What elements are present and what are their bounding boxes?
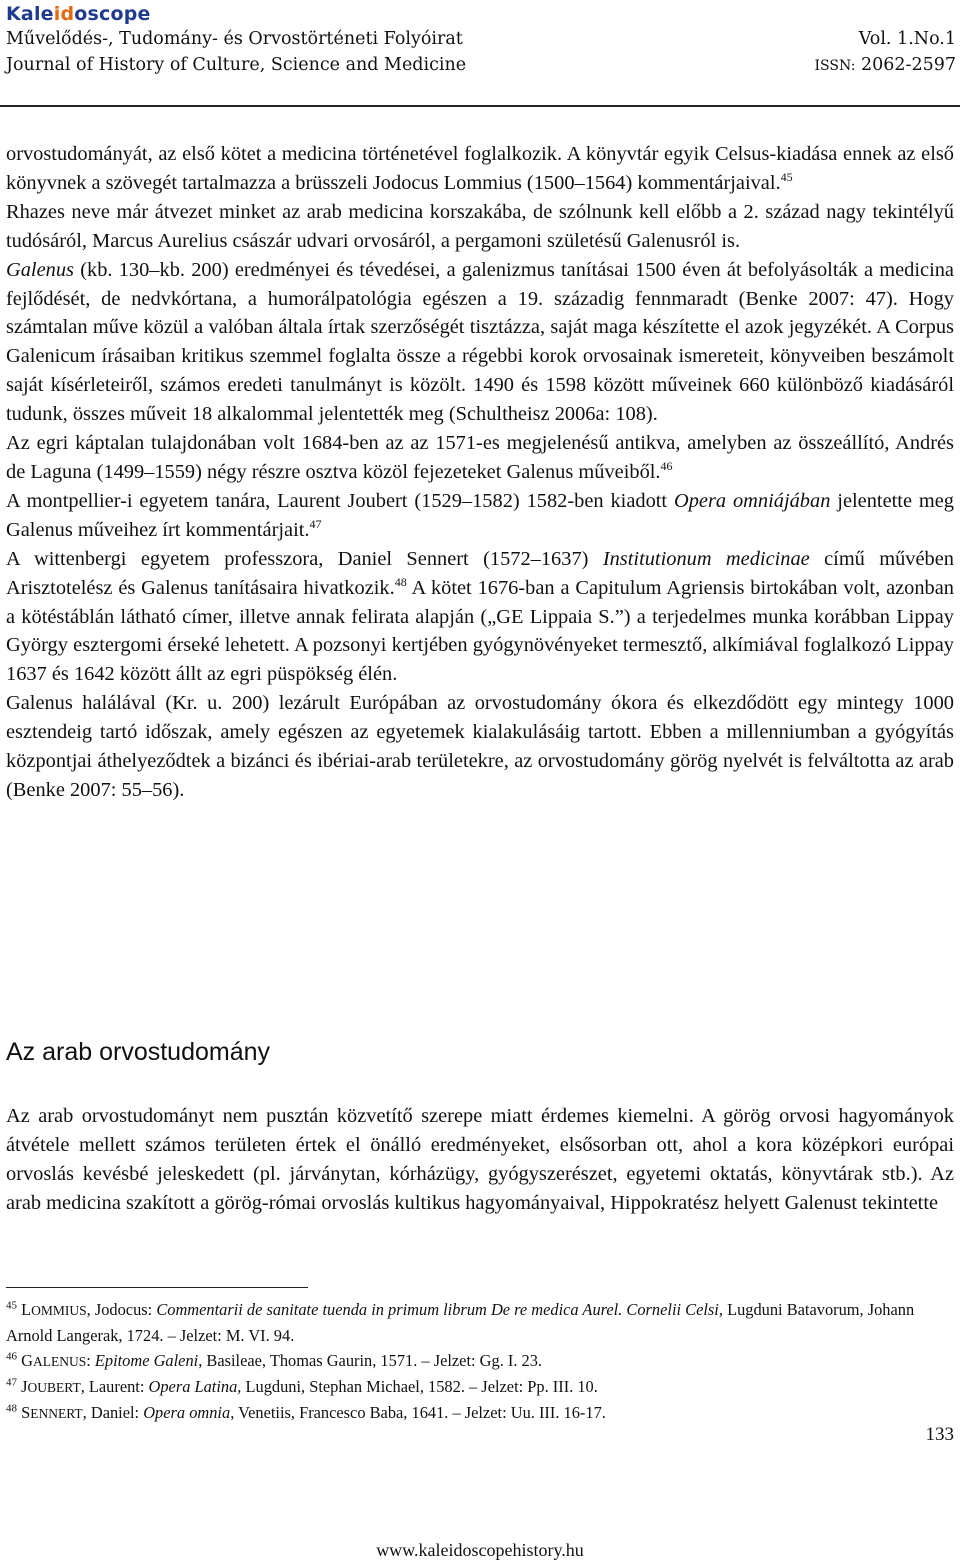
opera-omnia-italic: Opera omniájában [673,489,831,512]
page-number: 133 [925,1424,954,1445]
footnote-47 [6,1374,954,1400]
author-initial: J [21,1377,28,1396]
author-rest: : [86,1351,95,1370]
logo-text-part1: Kale [6,3,54,25]
header-row-2 [6,52,956,79]
footnote-48 [6,1400,954,1426]
issn-label: ISSN: [814,58,856,74]
paragraph-6-text-c: A kötet 1676-ban a Capitulum Agriensis birtokában volt, azonban a kötéstáblán látható címer, illetve annak felirata alapján („GE Lippaia S.”) a terjedelmes munka korábban Lippay György esztergomi érseké lehetett. A pozsonyi kertjében gyógynövényeket termesztő, alkímiával foglalkozó Lippay 1637 és 1642 között állt az egri püspökség élén. [6,576,954,686]
author-initial: L [21,1300,32,1319]
logo-text-part3: oscope [74,3,151,25]
author-initial: G [21,1351,33,1370]
paragraph-6 [6,545,954,690]
citation-rest: , Venetiis, Francesco Baba, 1641. – Jelzet: Uu. III. 16-17. [230,1403,606,1422]
author-rest: , Laurent: [80,1377,149,1396]
paragraph-4 [6,429,954,487]
footnote-number: 46 [6,1350,17,1363]
footnote-divider [6,1287,308,1288]
footnote-ref-46[interactable]: 46 [660,459,673,474]
journal-volume: Vol. 1.No.1 [858,29,956,49]
logo-text-part2: id [53,3,75,25]
journal-header [6,2,956,79]
journal-title-hu: Művelődés-, Tudomány- és Orvostörténeti Folyóirat [6,29,463,49]
paragraph-2: Rhazes neve már átvezet minket az arab medicina korszakába, de szólnunk kell előbb a 2. század nagy tekintélyű tudósáról, Marcus Aurelius császár udvari orvosáról, a pergamoni születésű Galenusról is. [6,200,954,252]
paragraph-8: Az arab orvostudományt nem pusztán közvetítő szerepe miatt érdemes kiemelni. A görög orvosi hagyományok átvétele mellett számos területen értek el önálló eredményeket, elsősorban ott, ahol a kora középkori európai orvoslás kevésbé jeleskedett (pl. járványtan, kórházügy, gyógyszerészet, egyetemi oktatás, könyvtárak stb.). Az arab medicina szakított a görög-római orvoslás kultikus hagyományaival, Hippokratész helyett Galenust tekintette [6,1105,954,1214]
citation-rest: , Basileae, Thomas Gaurin, 1571. – Jelzet: Gg. I. 23. [198,1351,543,1370]
work-title: Commentarii de sanitate tuenda in primum librum De re medica Aurel. Cornelii Celsi, [156,1300,723,1319]
galenus-italic: Galenus [6,258,74,281]
paragraph-3-text: (kb. 130–kb. 200) eredményei és tévedései, a galenizmus tanításai 1500 éven át befolyásolták a medicina fejlődését, de nedvkórtana, a humorálpatológia egészen a 19. századig fennmaradt (Benke 2007: 47). Hogy számtalan műve közül a valóban általa írtak szerzőségét tisztázza, saját maga készítette el azok jegyzékét. A Corpus Galenicum írásaiban kritikus szemmel foglalta össze a régebbi korok orvosainak ismereteit, könyveiben beszámolt saját kísérleteiről, számos eredeti tanulmányt is közölt. 1490 és 1598 között műveinek 660 különböző kiadásáról tudunk, összes műveit 18 alkalommal jelentették meg (Schultheisz 2006a: 108). [6,258,954,426]
author-smallcaps: ALENUS [32,1354,87,1369]
author-smallcaps: OMMIUS [31,1303,87,1318]
journal-logo [6,2,956,26]
header-row-1 [6,26,956,52]
citation-rest: Lugduni, Stephan Michael, 1582. – Jelzet: Pp. III. 10. [241,1377,598,1396]
institutionum-italic: Institutionum medicinae [602,547,810,570]
author-smallcaps: OUBERT [27,1380,81,1395]
footnote-number: 48 [6,1402,17,1415]
footnote-45 [6,1297,954,1348]
paragraph-6-text-b: című művében Arisztotelész és Galenus tanításaira hivatkozik. [6,547,954,599]
article-body [6,140,954,805]
section-heading: Az arab orvostudomány [6,1038,271,1066]
footnote-number: 47 [6,1376,17,1389]
footnotes [6,1297,954,1426]
footnote-ref-48[interactable]: 48 [394,574,407,589]
footnote-46 [6,1348,954,1374]
paragraph-5-text-b: jelentette meg Galenus műveihez írt kommentárjait. [6,489,955,541]
paragraph-1 [6,140,954,198]
footnote-number: 45 [6,1299,17,1312]
paragraph-4-text: Az egri káptalan tulajdonában volt 1684-ben az az 1571-es megjelenésű antikva, amelyben az összeállító, Andrés de Laguna (1499–1559) négy részre osztva közöl fejezeteket Galenus műveiből. [6,432,954,483]
footer-url-link[interactable]: www.kaleidoscopehistory.hu [376,1540,584,1560]
paragraph-3 [6,256,954,429]
journal-issn [814,52,956,79]
work-title: Epitome Galeni [94,1351,199,1370]
article-body-section-2 [6,1102,954,1218]
author-rest: , Jodocus: [86,1300,157,1319]
author-smallcaps: ENNERT [30,1406,83,1421]
header-divider [0,105,960,107]
issn-value: 2062-2597 [861,55,956,75]
footnote-ref-45[interactable]: 45 [780,170,793,185]
paragraph-5-text-a: A montpellier-i egyetem tanára, Laurent Joubert (1529–1582) 1582-ben kiadott [6,489,674,512]
citation-rest: Lugduni Batavorum, Johann Arnold Langerak, 1724. – Jelzet: M. VI. 94. [6,1300,915,1345]
work-title: Opera omnia [143,1403,231,1422]
paragraph-6-text-a: A wittenbergi egyetem professzora, Daniel Sennert (1572–1637) [6,547,603,570]
work-title: Opera Latina, [148,1377,242,1396]
footnote-ref-47[interactable]: 47 [309,516,322,531]
author-initial: S [21,1403,31,1422]
paragraph-1-text: orvostudományát, az első kötet a medicina történetével foglalkozik. A könyvtár egyik Celsus-kiadása ennek az első könyvnek a szövegét tartalmazza a brüsszeli Jodocus Lommius (1500–1564) kommentárjaival. [6,143,954,194]
paragraph-5 [6,487,954,545]
journal-title-en: Journal of History of Culture, Science and Medicine [6,55,467,75]
paragraph-7: Galenus halálával (Kr. u. 200) lezárult Európában az orvostudomány ókora és elkezdődött egy mintegy 1000 esztendeig tartó időszak, amely egészen az egyetemek kialakulásáig tartott. Ebben a millenniumban a gyógyítás központjai áthelyeződtek a bizánci és ibériai-arab területekre, az orvostudomány görög nyelvét is felváltotta az arab (Benke 2007: 55–56). [6,692,954,801]
author-rest: , Daniel: [82,1403,144,1422]
